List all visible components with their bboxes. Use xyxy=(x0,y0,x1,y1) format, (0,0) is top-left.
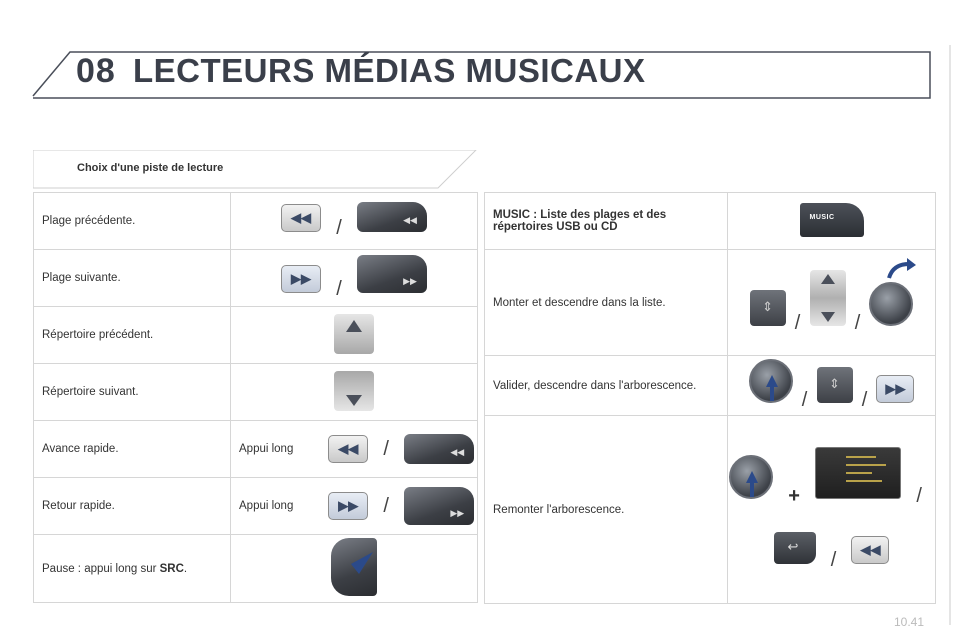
row-note: Appui long xyxy=(239,443,294,455)
plus-sign: + xyxy=(788,484,800,507)
row-label: Retour rapide. xyxy=(34,478,231,535)
steering-wheel-control-icon: ◀◀ xyxy=(357,202,427,232)
arrow-up-icon xyxy=(334,314,374,354)
row-label: Plage suivante. xyxy=(34,250,231,307)
rewind-icon: ◀◀ xyxy=(851,536,889,564)
separator: / xyxy=(801,388,808,411)
separator: / xyxy=(916,484,922,507)
rotary-knob-press-icon xyxy=(749,359,793,403)
row-label: Pause : appui long sur SRC. xyxy=(34,535,231,603)
table-row xyxy=(485,356,936,416)
table-row xyxy=(34,478,478,535)
separator: / xyxy=(854,311,861,334)
table-row xyxy=(34,535,478,603)
section-title: Choix d'une piste de lecture xyxy=(77,162,224,174)
table-row xyxy=(34,193,478,250)
page-number: 10.41 xyxy=(894,615,925,629)
curved-arrow-icon xyxy=(887,258,917,280)
row-label: Monter et descendre dans la liste. xyxy=(485,250,728,356)
rewind-icon: ◀◀ xyxy=(328,435,368,463)
rewind-icon: ◀◀ xyxy=(281,204,321,232)
return-icon: ↩ xyxy=(774,532,816,564)
table-row xyxy=(485,416,936,604)
row-label: Répertoire suivant. xyxy=(34,364,231,421)
steering-wheel-control-icon: ◀◀ xyxy=(404,434,474,464)
fast-forward-icon: ▶▶ xyxy=(281,265,321,293)
separator: / xyxy=(383,494,389,517)
table-row xyxy=(34,250,478,307)
table-row xyxy=(485,193,936,250)
row-label: Remonter l'arborescence. xyxy=(485,416,728,604)
music-button-icon: MUSIC xyxy=(800,203,864,237)
row-label: Valider, descendre dans l'arborescence. xyxy=(485,356,728,416)
steering-wheel-control-icon: ▶▶ xyxy=(404,487,474,525)
scroll-button-icon: ⇕ xyxy=(750,290,786,326)
rotary-knob-press-icon xyxy=(729,455,773,499)
row-label: MUSIC : Liste des plages et des répertoires USB ou CD xyxy=(485,193,728,250)
row-note: Appui long xyxy=(239,500,294,512)
chapter-title: LECTEURS MÉDIAS MUSICAUX xyxy=(133,52,646,89)
src-keyword: SRC xyxy=(159,562,184,575)
fast-forward-icon: ▶▶ xyxy=(876,375,914,403)
separator: / xyxy=(336,278,342,301)
table-row xyxy=(34,307,478,364)
separator: / xyxy=(861,388,868,411)
table-row xyxy=(34,421,478,478)
left-controls-table xyxy=(33,192,478,603)
separator: / xyxy=(383,437,389,460)
media-screen-icon xyxy=(815,447,901,499)
separator: / xyxy=(830,548,837,571)
row-label: Plage précédente. xyxy=(34,193,231,250)
arrow-down-icon xyxy=(334,371,374,411)
up-down-arrows-icon xyxy=(810,270,846,326)
fast-forward-icon: ▶▶ xyxy=(328,492,368,520)
rotary-knob-icon xyxy=(869,282,913,326)
chapter-number: 08 xyxy=(76,52,116,90)
table-row xyxy=(34,364,478,421)
row-label: Répertoire précédent. xyxy=(34,307,231,364)
separator: / xyxy=(336,217,342,240)
steering-wheel-src-control-icon xyxy=(331,538,377,596)
table-row xyxy=(485,250,936,356)
page-edge-strip xyxy=(949,45,951,625)
scroll-button-icon: ⇕ xyxy=(817,367,853,403)
steering-wheel-control-icon: ▶▶ xyxy=(357,255,427,293)
separator: / xyxy=(794,311,801,334)
row-label: Avance rapide. xyxy=(34,421,231,478)
right-controls-table xyxy=(484,192,936,604)
